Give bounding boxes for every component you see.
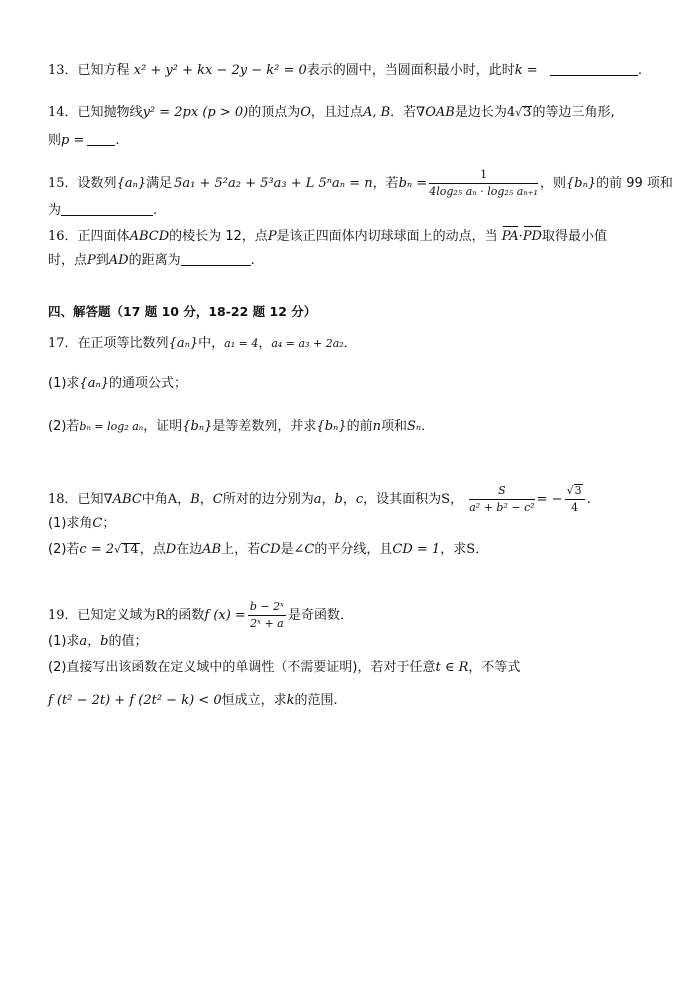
q17-part2-n: n [372, 419, 381, 434]
question-15-line-2 [48, 202, 157, 220]
q16-vector-PA: PA [501, 229, 519, 244]
q13-text: 已知方程 [77, 63, 130, 78]
q18-part2-AB: AB [202, 542, 222, 557]
q18-text-3: 所对的边分别为 [222, 492, 314, 507]
question-17-part-2 [48, 418, 434, 436]
q17-part1-text: 的通项公式； [108, 376, 187, 391]
q15-line2-text: 为 [48, 203, 62, 218]
q18-part2-angle: ∠C [293, 542, 315, 557]
q17-text: 在正项等比数列 [77, 336, 169, 351]
q14-text-2: 的顶点为 [248, 105, 301, 120]
q18-part2-text-3: 上，若 [221, 542, 261, 557]
q18-a: a [313, 492, 322, 507]
q19-R: R [155, 608, 166, 623]
q14-answer-blank[interactable] [87, 133, 115, 146]
q18-text: 已知 [77, 492, 104, 507]
q18-sep-3: ， [321, 492, 335, 507]
q18-part2-text: ，点 [139, 542, 166, 557]
q14-side-coef: 4 [506, 105, 516, 120]
q14-equation: y² = 2px (p > 0) [142, 105, 249, 120]
q16-number: 16． [48, 229, 78, 244]
q15-frac-den: 4log₂₅ aₙ · log₂₅ aₙ₊₁ [429, 185, 538, 198]
q14-text: 已知抛物线 [77, 105, 143, 120]
q17-text-2: 中， [198, 336, 225, 351]
q15-end: . [153, 203, 158, 218]
q18-sep-4: ， [342, 492, 356, 507]
q19-fx: f (x) = [204, 608, 246, 623]
q18-sep-1: ， [177, 492, 191, 507]
q13-answer-blank[interactable] [550, 63, 638, 76]
q15-text-4: ，则 [539, 176, 566, 191]
question-19-part-2-line-2 [48, 692, 338, 710]
question-19-part-2 [48, 659, 520, 677]
question-15 [48, 168, 673, 199]
q19-text-3: 是奇函数． [287, 608, 353, 623]
q14-O: O [300, 105, 311, 120]
q17-part2-seq2: {bₙ} [316, 419, 347, 434]
q18-c: c [355, 492, 364, 507]
question-18 [48, 484, 591, 515]
q18-rhs-den: 4 [571, 501, 579, 514]
q14-text-3: ，且过点 [310, 105, 363, 120]
q16-vector-PD: PD [522, 229, 542, 244]
q19-text-2: 的函数 [165, 608, 205, 623]
q19-part1-ab: a，b [79, 634, 109, 649]
q19-part1-text: 的值； [108, 634, 148, 649]
q14-end: . [115, 133, 120, 148]
q19-number: 19． [48, 608, 78, 623]
q18-part2-radicand: 14 [122, 542, 139, 557]
q19-part2-t: t ∈ R [435, 660, 469, 675]
q18-comma: ， [450, 492, 464, 507]
q18-fraction [469, 484, 534, 515]
q18-sep-2: ， [199, 492, 213, 507]
question-18-part-1 [48, 515, 115, 533]
q19-frac-num: b − 2ˣ [248, 600, 286, 616]
q18-part1-C: C [92, 516, 103, 531]
question-16-line-2 [48, 252, 255, 270]
q13-equation: x² + y² + kx − 2y − k² = 0 [133, 63, 307, 78]
q15-answer-blank[interactable] [61, 203, 153, 216]
q16-text-3: 是该正四面体内切球球面上的动点，当 [276, 229, 498, 244]
q18-part2-CD: CD [260, 542, 281, 557]
q17-part2-def: bₙ = log₂ aₙ [79, 420, 144, 433]
q15-seq2: {bₙ} [565, 176, 597, 191]
q18-number: 18． [48, 492, 78, 507]
q19-text: 已知定义域为 [77, 608, 156, 623]
q16-line2-AD: AD [108, 253, 129, 268]
q15-frac-num: 1 [429, 168, 538, 184]
q17-cond-1: a₁ = 4 [224, 337, 259, 350]
q14-p: p = [61, 133, 85, 148]
q18-B: B [190, 492, 200, 507]
question-13 [48, 62, 642, 80]
q19-part2-text-2: 恒成立，求 [221, 693, 287, 708]
q17-part2-text-4: 项和 [380, 419, 407, 434]
q18-rhs-fraction: $\frac{√3}{4}$ [565, 484, 585, 515]
q18-S: S [441, 492, 451, 507]
q19-part2-text: ，不等式 [468, 660, 521, 675]
q17-seq: {aₙ} [168, 336, 199, 351]
q17-number: 17． [48, 336, 78, 351]
q18-part2-CD1: CD = 1 [392, 542, 441, 557]
q18-text-2: 中角 [141, 492, 168, 507]
q18-frac-num: S [469, 484, 534, 500]
q14-triangle: ∇OAB [416, 105, 455, 120]
q17-cond-2: a₄ = a₃ + 2a₂ [271, 337, 344, 350]
q18-b: b [334, 492, 343, 507]
q16-text-4: 取得最小值 [541, 229, 607, 244]
question-17-part-1 [48, 375, 187, 393]
q15-number: 15． [48, 176, 78, 191]
q15-sum: 5a₁ + 5²a₂ + 5³a₃ + L 5ⁿaₙ = n [174, 176, 373, 191]
q14-number: 14． [48, 105, 78, 120]
q17-part2-text: ，证明 [143, 419, 183, 434]
section-heading: 四、解答题（17 题 10 分，18-22 题 12 分） [48, 304, 317, 319]
q18-A: A [167, 492, 178, 507]
q15-text: 设数列 [77, 176, 117, 191]
q19-fraction [248, 600, 286, 631]
q17-sep: ， [258, 336, 272, 351]
q15-text-3: ，若 [372, 176, 399, 191]
question-16 [48, 228, 607, 246]
q15-fraction [429, 168, 538, 199]
q16-text-2: 的棱长为 12，点 [169, 229, 268, 244]
q17-part2-S: Sₙ [406, 419, 422, 434]
q17-part2-seq: {bₙ} [182, 419, 213, 434]
q17-part1-seq: {aₙ} [79, 376, 109, 391]
q17-part2-text-2: 是等差数列，并求 [212, 419, 317, 434]
q18-part2-D: D [165, 542, 177, 557]
q18-equals: = − [536, 492, 563, 507]
question-19-part-1 [48, 633, 148, 651]
q18-triangle: ∇ABC [103, 492, 142, 507]
q16-text: 正四面体 [77, 229, 130, 244]
q16-line2-text-3: 的距离为 [128, 253, 181, 268]
q17-part2-end: ． [421, 419, 435, 434]
q16-line2-P: P [87, 253, 96, 268]
q14-line2-text: 则 [48, 133, 62, 148]
q16-line2-text: 时，点 [48, 253, 88, 268]
q18-end: . [586, 492, 591, 507]
q18-part1-label: (1)求角 [48, 516, 93, 531]
q16-line2-text-2: 到 [95, 253, 109, 268]
q14-text-6: 的等边三角形, [532, 105, 615, 120]
q18-C: C [212, 492, 223, 507]
q19-frac-den: 2ˣ + a [250, 617, 284, 630]
q17-part1-label: (1)求 [48, 376, 80, 391]
q13-k: k = [514, 63, 538, 78]
q19-inequality: f (t² − 2t) + f (2t² − k) < 0 [48, 693, 222, 708]
q18-part2-end: ． [475, 542, 489, 557]
question-19 [48, 600, 353, 631]
q18-rhs-radicand: 3 [574, 484, 582, 497]
q18-part2-text-5: 的平分线，且 [314, 542, 393, 557]
q17-part2-label: (2)若 [48, 419, 80, 434]
q17-part2-text-3: 的前 [346, 419, 373, 434]
q16-solid: ABCD [129, 229, 170, 244]
q16-answer-blank[interactable] [181, 253, 251, 266]
q15-bn: bₙ = [398, 176, 428, 191]
q18-part1-end: ； [102, 516, 116, 531]
q14-text-5: 是边长为 [454, 105, 507, 120]
q13-end: . [637, 63, 642, 78]
q14-text-4: ．若 [390, 105, 417, 120]
q15-text-5: 的前 99 项和 [596, 176, 673, 191]
q18-part2-text-2: 在边 [176, 542, 203, 557]
q18-part2-S: S [466, 542, 476, 557]
q16-dot: · [518, 229, 523, 244]
q19-k: k [286, 693, 295, 708]
q19-part2-label: (2)直接写出该函数在定义域中的单调性（不需要证明)，若对于任意 [48, 660, 436, 675]
q19-part2-text-3: 的范围. [294, 693, 338, 708]
q16-end: . [250, 253, 255, 268]
q13-number: 13． [48, 63, 78, 78]
q19-part1-label: (1)求 [48, 634, 80, 649]
q13-text-2: 表示的圆中，当圆面积最小时，此时 [306, 63, 515, 78]
q15-text-2: 满足 [146, 176, 173, 191]
q15-seq: {aₙ} [116, 176, 147, 191]
q16-P: P [267, 229, 277, 244]
q18-part2-label: (2)若 [48, 542, 80, 557]
q18-frac-den: a² + b² − c² [469, 501, 535, 514]
q17-end: ． [343, 336, 357, 351]
q18-part2-text-6: ，求 [440, 542, 467, 557]
q18-part2-text-4: 是 [280, 542, 294, 557]
question-14-line-2 [48, 132, 120, 150]
q18-text-4: ，设其面积为 [363, 492, 442, 507]
question-17 [48, 335, 357, 353]
q14-side-radicand: 3 [523, 105, 532, 120]
q18-part2-c: c = 2 [79, 542, 115, 557]
question-14: 14．已知抛物线y² = 2px (p > 0)的顶点为O，且过点A, B．若∇OAB是边长为4√3的等边三角形, [48, 105, 615, 120]
question-18-part-2: (2)若c = 2√14，点D在边AB上，若CD是∠C的平分线，且CD = 1，求S． [48, 542, 489, 557]
q14-AB: A, B [362, 105, 391, 120]
